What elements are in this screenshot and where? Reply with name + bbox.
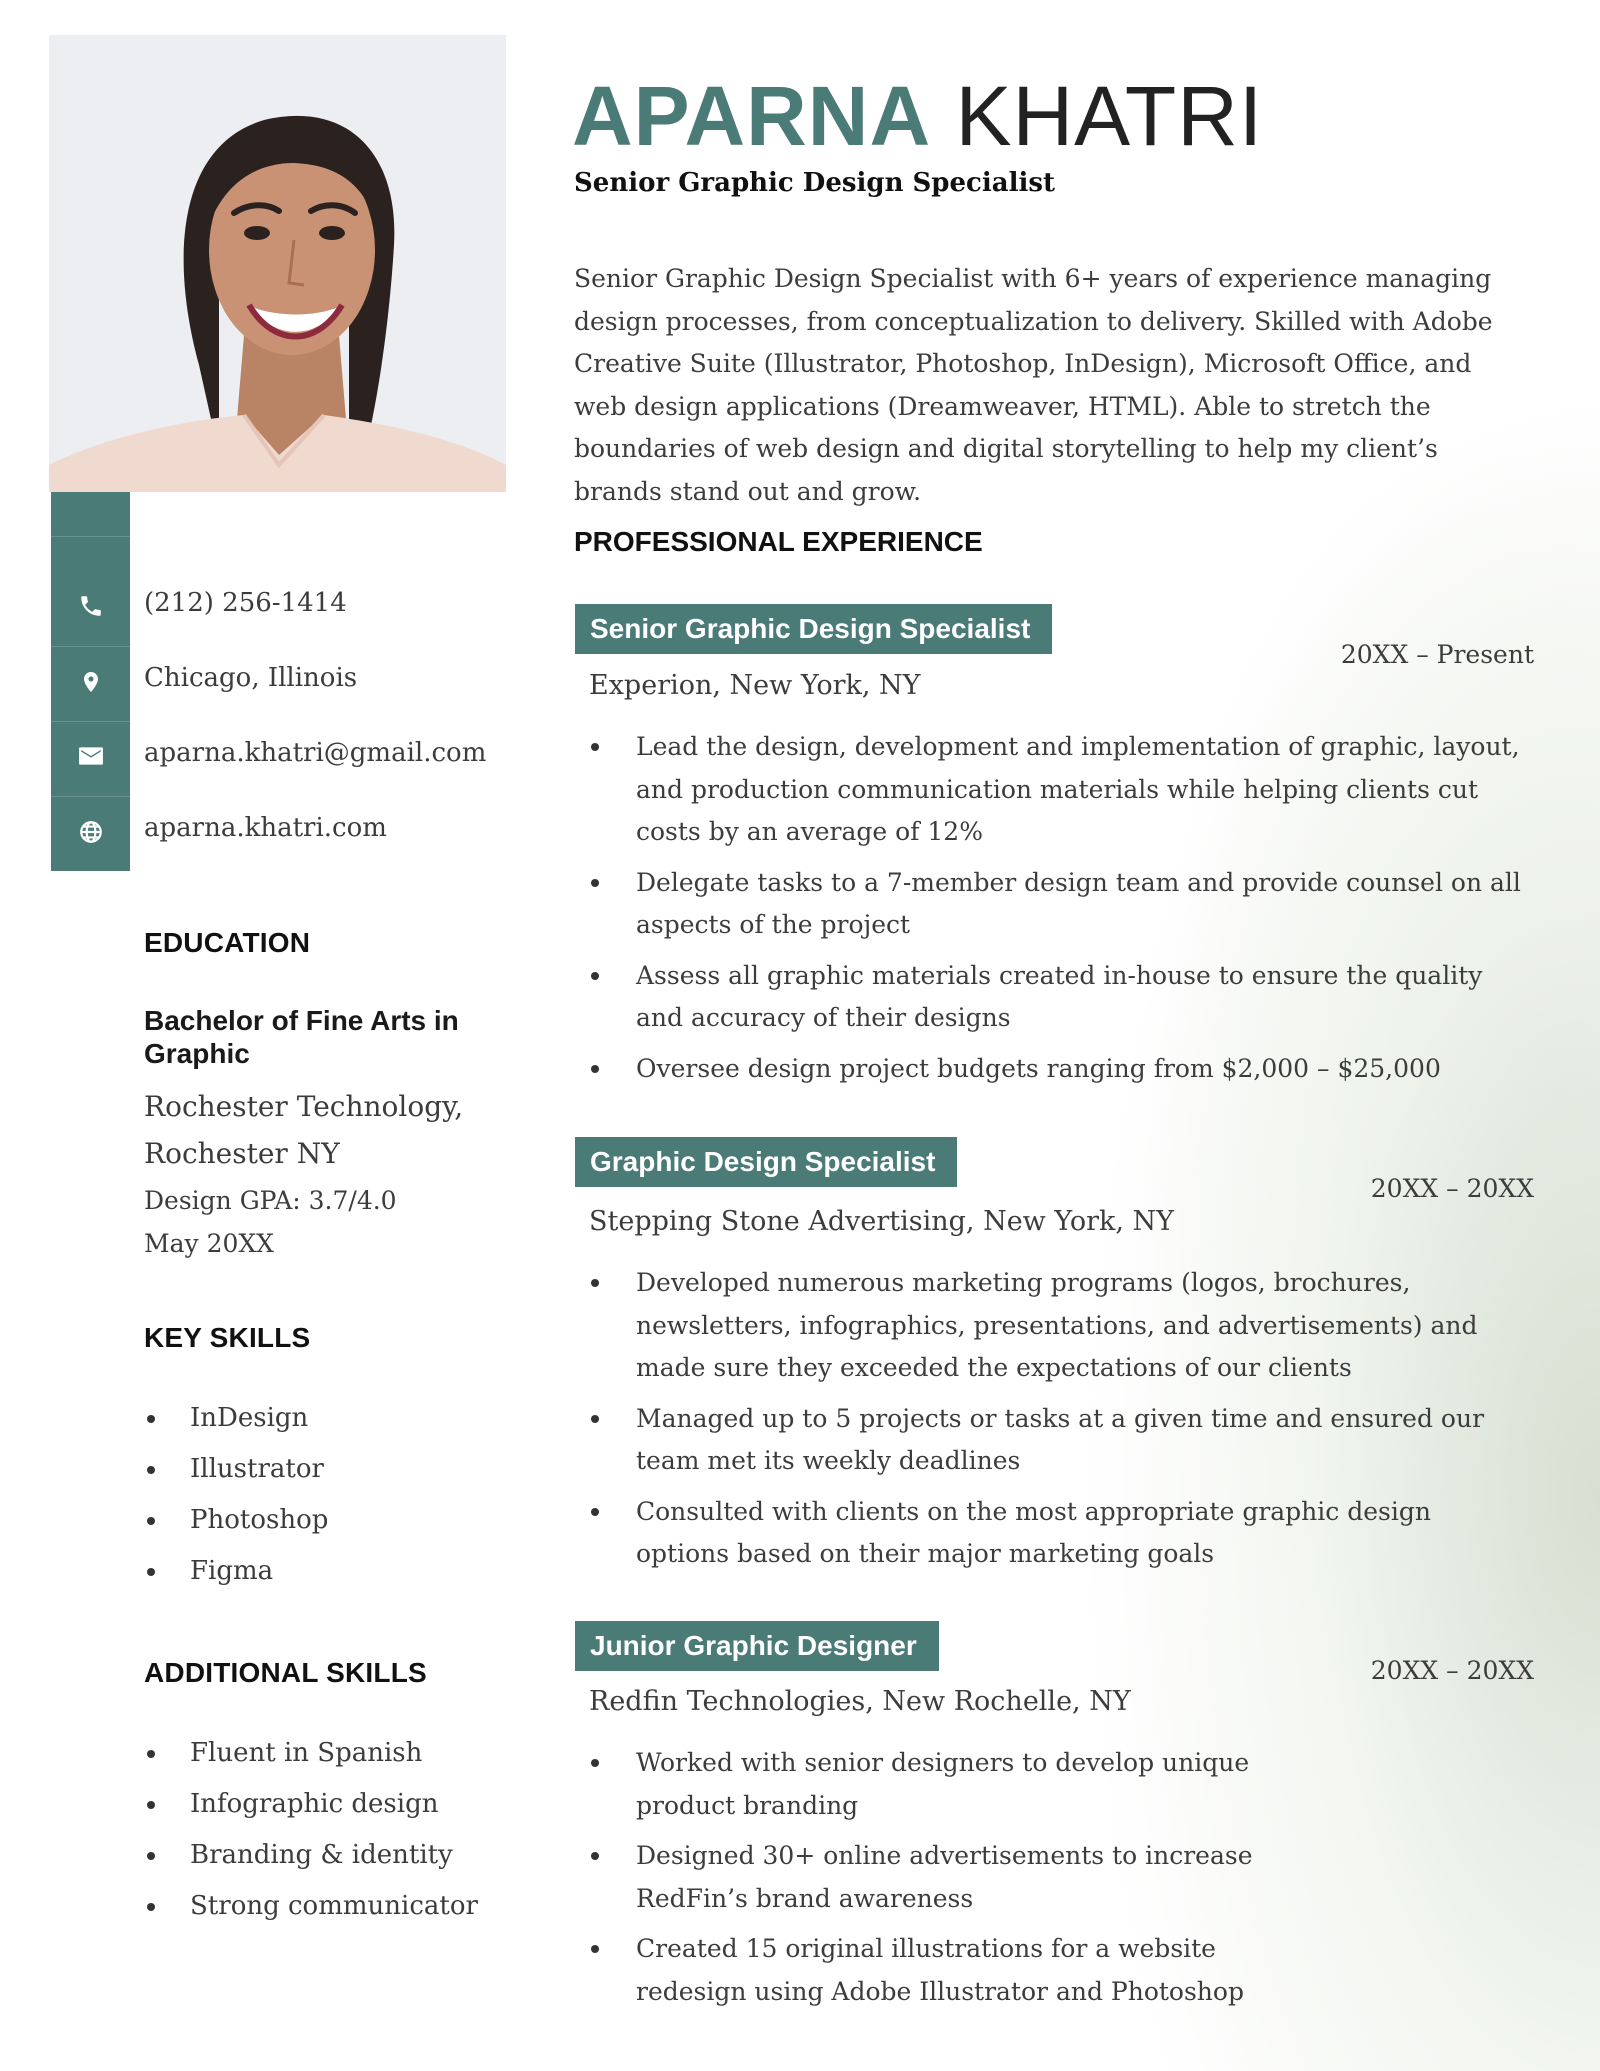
last-name: KHATRI [955,69,1264,163]
education-date: May 20XX [144,1229,274,1258]
contact-website[interactable]: aparna.khatri.com [144,813,387,843]
list-item: Delegate tasks to a 7-member design team and provide counsel on all aspects of the project [589,862,1529,947]
list-item: Photoshop [144,1501,328,1552]
profile-summary: Senior Graphic Design Specialist with 6+ years of experience managing design processes, from conceptualization to delivery. Skilled with Adobe Creative Suite (Illustrator, Photoshop, InDesign), Microsoft Office, and web design applications (Dreamweaver, HTML). Able to stretch the boundaries of web design and digital storytelling to help my client’s brands stand out and grow. [574,264,1493,506]
additional-skills-heading: ADDITIONAL SKILLS [144,1657,427,1688]
job-dates: 20XX – 20XX [1370,1656,1534,1685]
list-item: Created 15 original illustrations for a website redesign using Adobe Illustrator and Photoshop [589,1928,1329,2013]
key-skills-heading: KEY SKILLS [144,1322,311,1353]
job-dates: 20XX – Present [1340,640,1534,669]
job-company: Experion, New York, NY [589,670,921,701]
list-item: InDesign [144,1399,328,1450]
list-item: Designed 30+ online advertisements to increase RedFin’s brand awareness [589,1835,1329,1920]
education-heading: EDUCATION [144,927,311,958]
education-school: Rochester Technology, [144,1090,464,1123]
list-item: Lead the design, development and implementation of graphic, layout, and production communication materials while helping clients cut costs by an average of 12% [589,726,1529,854]
job-bullets [589,726,1529,1098]
education-degree: Bachelor of Fine Arts in Graphic [144,1005,459,1069]
job-company: Stepping Stone Advertising, New York, NY [589,1206,1174,1237]
list-item: Figma [144,1552,328,1603]
list-item: Consulted with clients on the most appropriate graphic design options based on their major marketing goals [589,1491,1529,1576]
first-name: APARNA [572,69,932,163]
education-gpa: Design GPA: 3.7/4.0 [144,1186,397,1215]
job-title-badge: Senior Graphic Design Specialist [575,604,1052,654]
job-bullets [589,1742,1329,2021]
profile-photo [49,35,506,492]
job-title-badge: Graphic Design Specialist [575,1137,957,1187]
contact-location: Chicago, Illinois [144,663,358,693]
job-company: Redfin Technologies, New Rochelle, NY [589,1686,1131,1717]
list-item: Strong communicator [144,1887,478,1938]
phone-icon [51,586,130,626]
list-item: Illustrator [144,1450,328,1501]
job-bullets [589,1262,1529,1584]
job-title: Senior Graphic Design Specialist [574,168,1055,198]
job-title-badge: Junior Graphic Designer [575,1621,939,1671]
list-item: Developed numerous marketing programs (logos, brochures, newsletters, infographics, presentations, and advertisements) and made sure they exceeded the expectations of our clients [589,1262,1529,1390]
list-item: Worked with senior designers to develop unique product branding [589,1742,1329,1827]
additional-skills-list [144,1734,478,1938]
email-icon [51,736,130,776]
contact-sidebar-bar [51,492,130,871]
list-item: Oversee design project budgets ranging from $2,000 – $25,000 [589,1048,1529,1091]
list-item: Assess all graphic materials created in-house to ensure the quality and accuracy of their designs [589,955,1529,1040]
list-item: Branding & identity [144,1836,478,1887]
experience-heading: PROFESSIONAL EXPERIENCE [574,526,983,557]
location-pin-icon [51,662,130,702]
list-item: Managed up to 5 projects or tasks at a given time and ensured our team met its weekly deadlines [589,1398,1529,1483]
candidate-name [572,66,1263,166]
globe-icon [51,812,130,852]
list-item: Fluent in Spanish [144,1734,478,1785]
contact-email[interactable]: aparna.khatri@gmail.com [144,738,487,768]
list-item: Infographic design [144,1785,478,1836]
contact-phone[interactable]: (212) 256-1414 [144,588,347,618]
key-skills-list [144,1399,328,1603]
job-dates: 20XX – 20XX [1370,1174,1534,1203]
education-school-location: Rochester NY [144,1137,340,1170]
